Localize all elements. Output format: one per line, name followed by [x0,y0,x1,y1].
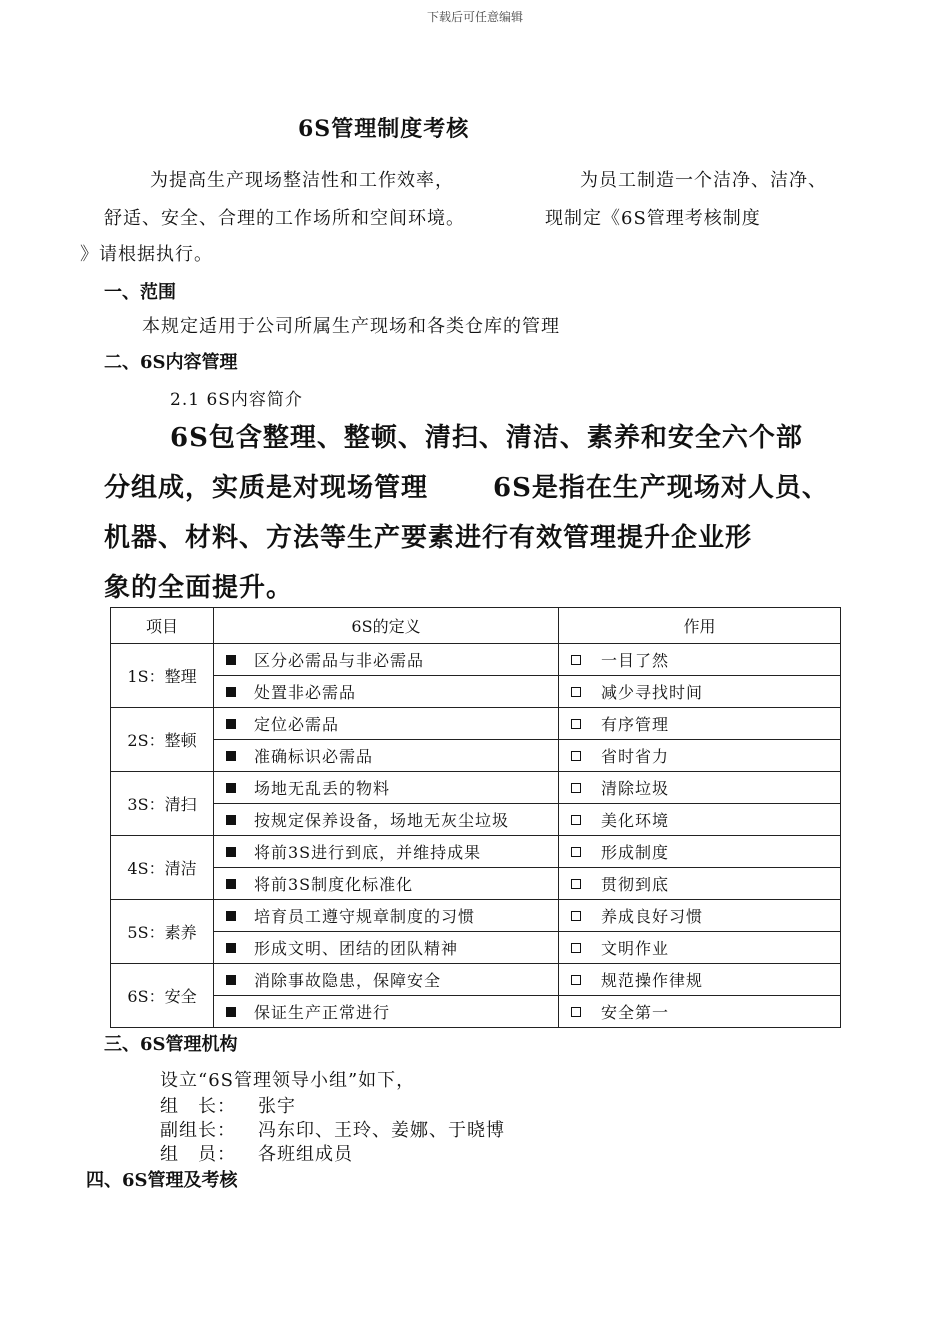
table-header-row [111,608,841,644]
header-function: 作用 [559,608,841,644]
intro-big-line4: 象的全面提升。 [104,573,294,603]
header-item: 项目 [111,608,214,644]
definition-cell: 培育员工遵守规章制度的习惯 [214,900,559,932]
member-label: 组 员： [160,1144,236,1165]
page-header: 下载后可任意编辑 [426,10,523,24]
document-title: 6S管理制度考核 [298,116,470,142]
section4-heading: 四、6S管理及考核 [86,1170,238,1191]
filled-square-icon [226,975,236,985]
intro-line2a: 舒适、安全、合理的工作场所和空间环境。 [104,208,465,229]
table-row [111,740,841,772]
section3-heading: 三、6S管理机构 [104,1034,238,1055]
filled-square-icon [226,687,236,697]
table-row [111,708,841,740]
function-cell: 形成制度 [559,836,841,868]
definition-cell: 定位必需品 [214,708,559,740]
function-cell: 清除垃圾 [559,772,841,804]
filled-square-icon [226,1007,236,1017]
definition-cell: 区分必需品与非必需品 [214,644,559,676]
intro-big-line1: 6S包含整理、整顿、清扫、清洁、素养和安全六个部 [170,423,803,453]
function-cell: 文明作业 [559,932,841,964]
function-cell: 减少寻找时间 [559,676,841,708]
section1-text: 本规定适用于公司所属生产现场和各类仓库的管理 [142,316,560,337]
function-cell: 贯彻到底 [559,868,841,900]
section2-heading: 二、6S内容管理 [104,352,238,373]
org-intro: 设立“6S管理领导小组”如下， [160,1070,416,1091]
definition-cell: 保证生产正常进行 [214,996,559,1028]
empty-square-icon [571,719,581,729]
intro-line1a: 为提高生产现场整洁性和工作效率， [150,170,454,191]
filled-square-icon [226,847,236,857]
function-cell: 安全第一 [559,996,841,1028]
definition-cell: 将前3S制度化标准化 [214,868,559,900]
section1-heading: 一、范围 [104,282,176,303]
definition-cell: 场地无乱丢的物料 [214,772,559,804]
filled-square-icon [226,911,236,921]
definition-cell: 准确标识必需品 [214,740,559,772]
definition-cell: 按规定保养设备，场地无灰尘垃圾 [214,804,559,836]
table-row [111,644,841,676]
function-cell: 规范操作律规 [559,964,841,996]
six-s-table [110,607,841,1028]
item-cell: 5S：素养 [111,900,214,964]
section2-subheading: 2.1 6S内容简介 [170,390,303,410]
item-cell: 2S：整顿 [111,708,214,772]
empty-square-icon [571,1007,581,1017]
filled-square-icon [226,719,236,729]
empty-square-icon [571,815,581,825]
definition-cell: 处置非必需品 [214,676,559,708]
filled-square-icon [226,783,236,793]
intro-big-line2a: 分组成，实质是对现场管理 [104,473,429,503]
filled-square-icon [226,655,236,665]
empty-square-icon [571,879,581,889]
leader-value: 张宇 [258,1096,296,1117]
item-cell: 4S：清洁 [111,836,214,900]
function-cell: 省时省力 [559,740,841,772]
empty-square-icon [571,687,581,697]
empty-square-icon [571,783,581,793]
vice-leader-label: 副组长： [160,1120,236,1141]
item-cell: 3S：清扫 [111,772,214,836]
filled-square-icon [226,751,236,761]
table-row [111,996,841,1028]
intro-big-line3: 机器、材料、方法等生产要素进行有效管理提升企业形 [104,523,753,553]
empty-square-icon [571,847,581,857]
table-row [111,900,841,932]
intro-big-line2b: 6S是指在生产现场对人员、 [493,473,829,503]
table-row [111,964,841,996]
table-row [111,932,841,964]
empty-square-icon [571,911,581,921]
empty-square-icon [571,751,581,761]
definition-cell: 形成文明、团结的团队精神 [214,932,559,964]
function-cell: 养成良好习惯 [559,900,841,932]
filled-square-icon [226,943,236,953]
item-cell: 6S：安全 [111,964,214,1028]
vice-leader-value: 冯东印、王玲、姜娜、于晓博 [258,1120,505,1141]
empty-square-icon [571,655,581,665]
item-cell: 1S：整理 [111,644,214,708]
function-cell: 有序管理 [559,708,841,740]
table-row [111,868,841,900]
empty-square-icon [571,975,581,985]
table-row [111,836,841,868]
function-cell: 一目了然 [559,644,841,676]
leader-label: 组 长： [160,1096,236,1117]
filled-square-icon [226,815,236,825]
intro-line2b: 现制定《6S管理考核制度 [545,208,761,229]
intro-line3: 》请根据执行。 [80,244,213,265]
intro-line1b: 为员工制造一个洁净、洁净、 [580,170,827,191]
table-row [111,804,841,836]
table-row [111,676,841,708]
definition-cell: 消除事故隐患，保障安全 [214,964,559,996]
definition-cell: 将前3S进行到底，并维持成果 [214,836,559,868]
empty-square-icon [571,943,581,953]
member-value: 各班组成员 [258,1144,353,1165]
table-row [111,772,841,804]
header-definition: 6S的定义 [214,608,559,644]
function-cell: 美化环境 [559,804,841,836]
filled-square-icon [226,879,236,889]
